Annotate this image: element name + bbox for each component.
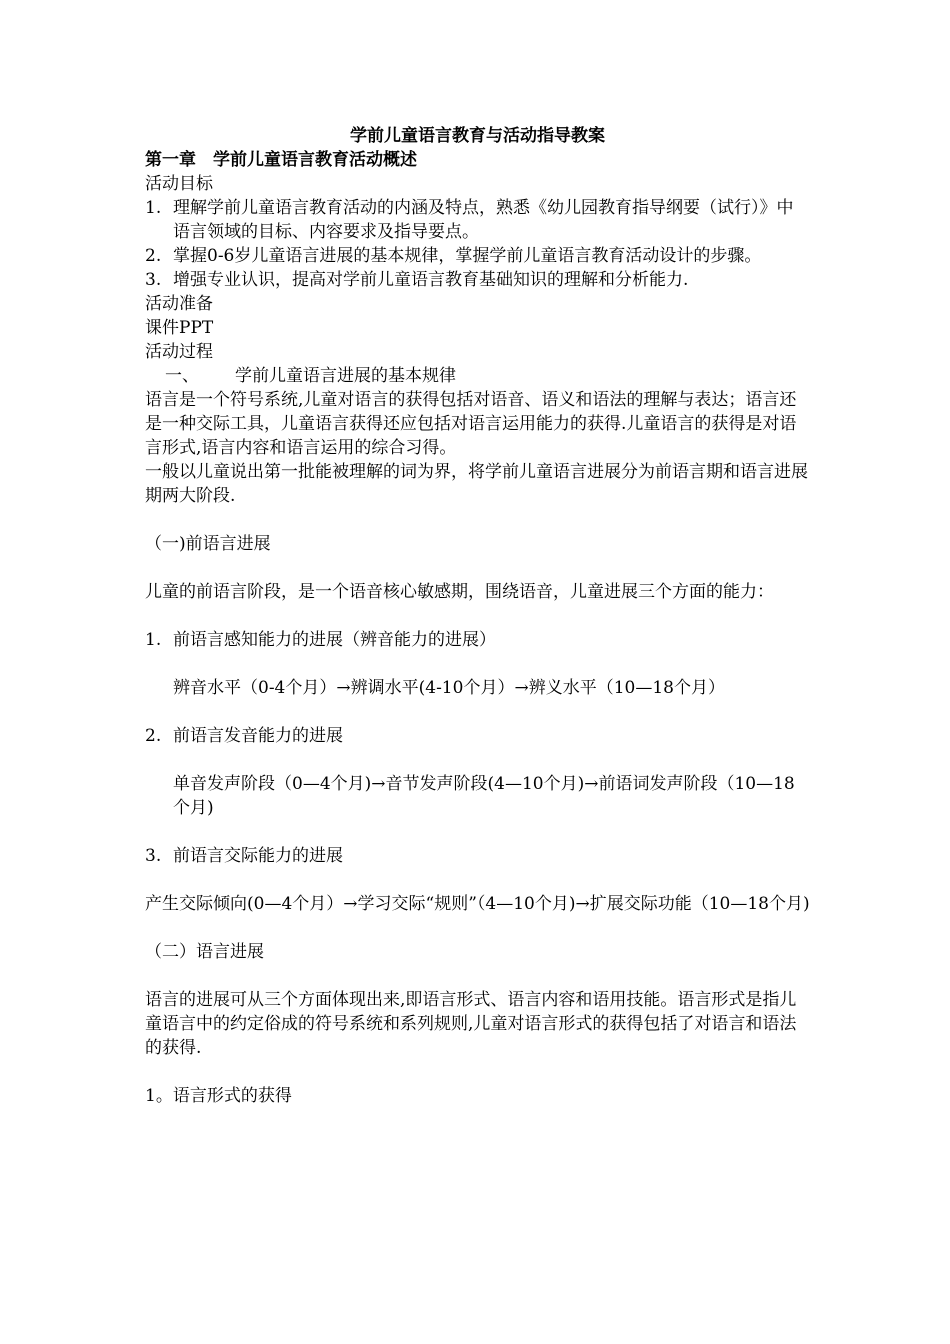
section-title: 学前儿童语言进展的基本规律	[235, 366, 456, 386]
stage-sequence-1: 辨音水平（0-4个月）→辨调水平(4-10个月）→辨义水平（10—18个月）	[173, 678, 725, 698]
goal-item-3	[145, 268, 810, 292]
paragraph-1: 语言是一个符号系统,儿童对语言的获得包括对语音、语义和语法的理解与表达；语言还是一种交际工具，儿童语言获得还应包括对语言运用能力的获得.儿童语言的获得是对语言形式,语言内容和语言运用的综合习得。	[145, 390, 797, 458]
prep-heading: 活动准备	[145, 294, 213, 314]
goal-number: 3.	[145, 270, 162, 290]
section-number: 一、	[165, 366, 199, 386]
list-item-1	[145, 628, 810, 652]
paragraph-2: 一般以儿童说出第一批能被理解的词为界，将学前儿童语言进展分为前语言期和语言进展期两大阶段.	[145, 462, 808, 506]
last-line: 1。语言形式的获得	[145, 1086, 292, 1106]
paragraph-4: 语言的进展可从三个方面体现出来,即语言形式、语言内容和语用技能。语言形式是指儿童语言中的约定俗成的符号系统和系列规则,儿童对语言形式的获得包括了对语言和语法的获得.	[145, 990, 797, 1058]
item-number: 1.	[145, 630, 162, 650]
list-item-2	[145, 724, 810, 748]
item-number: 3.	[145, 846, 162, 866]
list-item-3	[145, 844, 810, 868]
process-heading: 活动过程	[145, 342, 213, 362]
chapter-heading: 第一章 学前儿童语言教育活动概述	[145, 150, 417, 170]
stage-sequence-3: 产生交际倾向(0—4个月）→学习交际“规则”（4—10个月)→扩展交际功能（10—18个月)	[145, 894, 810, 914]
goal-text: 增强专业认识，提高对学前儿童语言教育基础知识的理解和分析能力.	[173, 270, 689, 290]
item-text: 前语言交际能力的进展	[173, 846, 343, 866]
prep-text: 课件PPT	[145, 318, 214, 338]
goal-item-1	[145, 196, 810, 244]
goal-number: 1.	[145, 198, 162, 218]
subheading-pre-language: （一)前语言进展	[145, 534, 271, 554]
item-number: 2.	[145, 726, 162, 746]
stage-sequence-2: 单音发声阶段（0—4个月)→音节发声阶段(4—10个月)→前语词发声阶段（10—18个月)	[173, 774, 795, 818]
goal-text: 理解学前儿童语言教育活动的内涵及特点，熟悉《幼儿园教育指导纲要（试行）》中语言领域的目标、内容要求及指导要点。	[173, 198, 794, 242]
goal-number: 2.	[145, 246, 162, 266]
goal-text: 掌握0-6岁儿童语言进展的基本规律，掌握学前儿童语言教育活动设计的步骤。	[173, 246, 762, 266]
item-text: 前语言发音能力的进展	[173, 726, 343, 746]
section-heading-1	[145, 364, 810, 388]
item-text: 前语言感知能力的进展（辨音能力的进展）	[173, 630, 496, 650]
paragraph-3: 儿童的前语言阶段，是一个语音核心敏感期，围绕语音，儿童进展三个方面的能力：	[145, 582, 774, 602]
document-title: 学前儿童语言教育与活动指导教案	[350, 126, 605, 146]
goal-item-2	[145, 244, 810, 268]
goals-heading: 活动目标	[145, 174, 213, 194]
subheading-language: （二）语言进展	[145, 942, 264, 962]
document-page	[145, 124, 810, 1108]
